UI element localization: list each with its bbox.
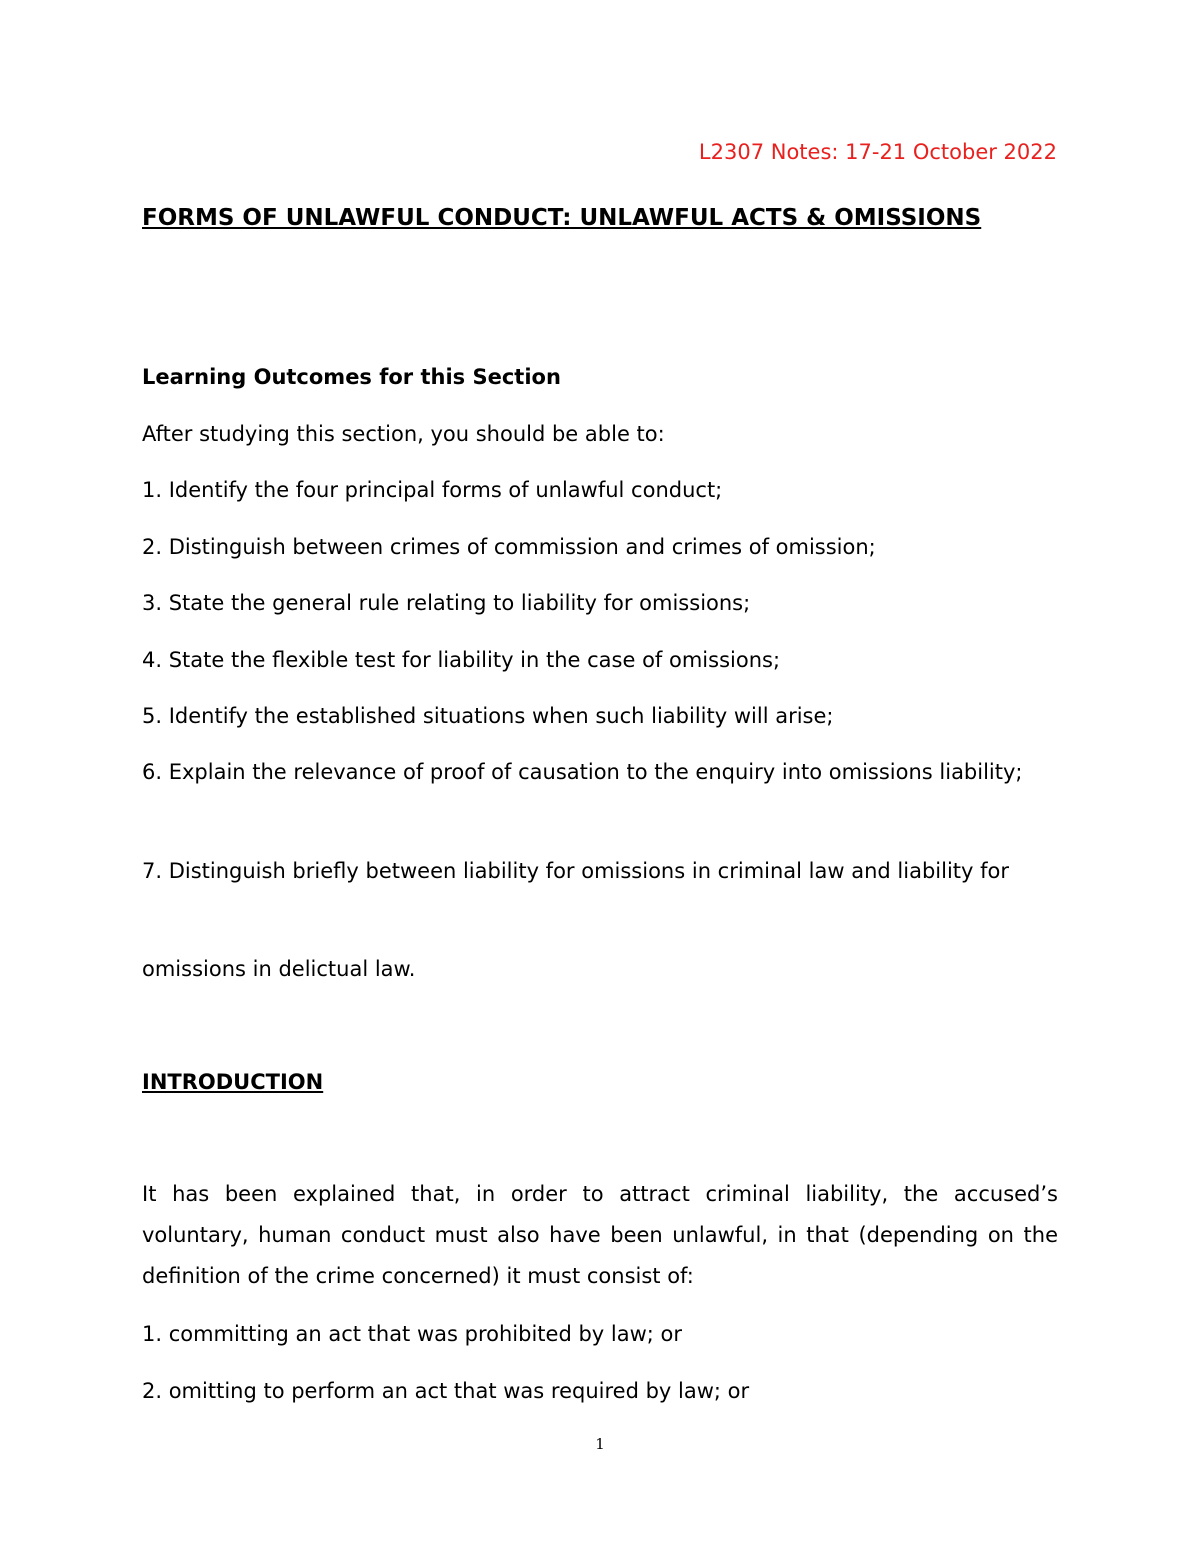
- document-title-text: FORMS OF UNLAWFUL CONDUCT: UNLAWFUL ACTS & OMISSIONS: [142, 205, 982, 231]
- document-title: [142, 194, 1058, 242]
- introduction-item: 2. omitting to perform an act that was required by law; or: [142, 1379, 750, 1403]
- outcome-item: 1. Identify the four principal forms of unlawful conduct;: [142, 478, 723, 502]
- introduction-paragraph: It has been explained that, in order to attract criminal liability, the accused’s voluntary, human conduct must also have been unlawful, in that (depending on the definition of the crime concerned) it must consist of:: [142, 1182, 1058, 1288]
- outcome-item: 5. Identify the established situations when such liability will arise;: [142, 704, 834, 728]
- page-number: 1: [595, 1435, 605, 1453]
- outcome-item: omissions in delictual law.: [142, 957, 416, 981]
- outcome-item: 4. State the flexible test for liability in the case of omissions;: [142, 648, 781, 672]
- introduction-heading: INTRODUCTION: [142, 1070, 324, 1094]
- outcome-item: 3. State the general rule relating to liability for omissions;: [142, 591, 751, 615]
- outcome-item: 2. Distinguish between crimes of commission and crimes of omission;: [142, 535, 876, 559]
- outcome-item: 6. Explain the relevance of proof of causation to the enquiry into omissions liability;: [142, 760, 1023, 784]
- learning-outcomes-intro: After studying this section, you should be able to:: [142, 422, 665, 446]
- outcome-item: 7. Distinguish briefly between liability for omissions in criminal law and liability for: [142, 859, 1009, 883]
- header-note: L2307 Notes: 17-21 October 2022: [698, 140, 1057, 164]
- learning-outcomes-heading: Learning Outcomes for this Section: [142, 365, 561, 389]
- introduction-item: 1. committing an act that was prohibited by law; or: [142, 1322, 682, 1346]
